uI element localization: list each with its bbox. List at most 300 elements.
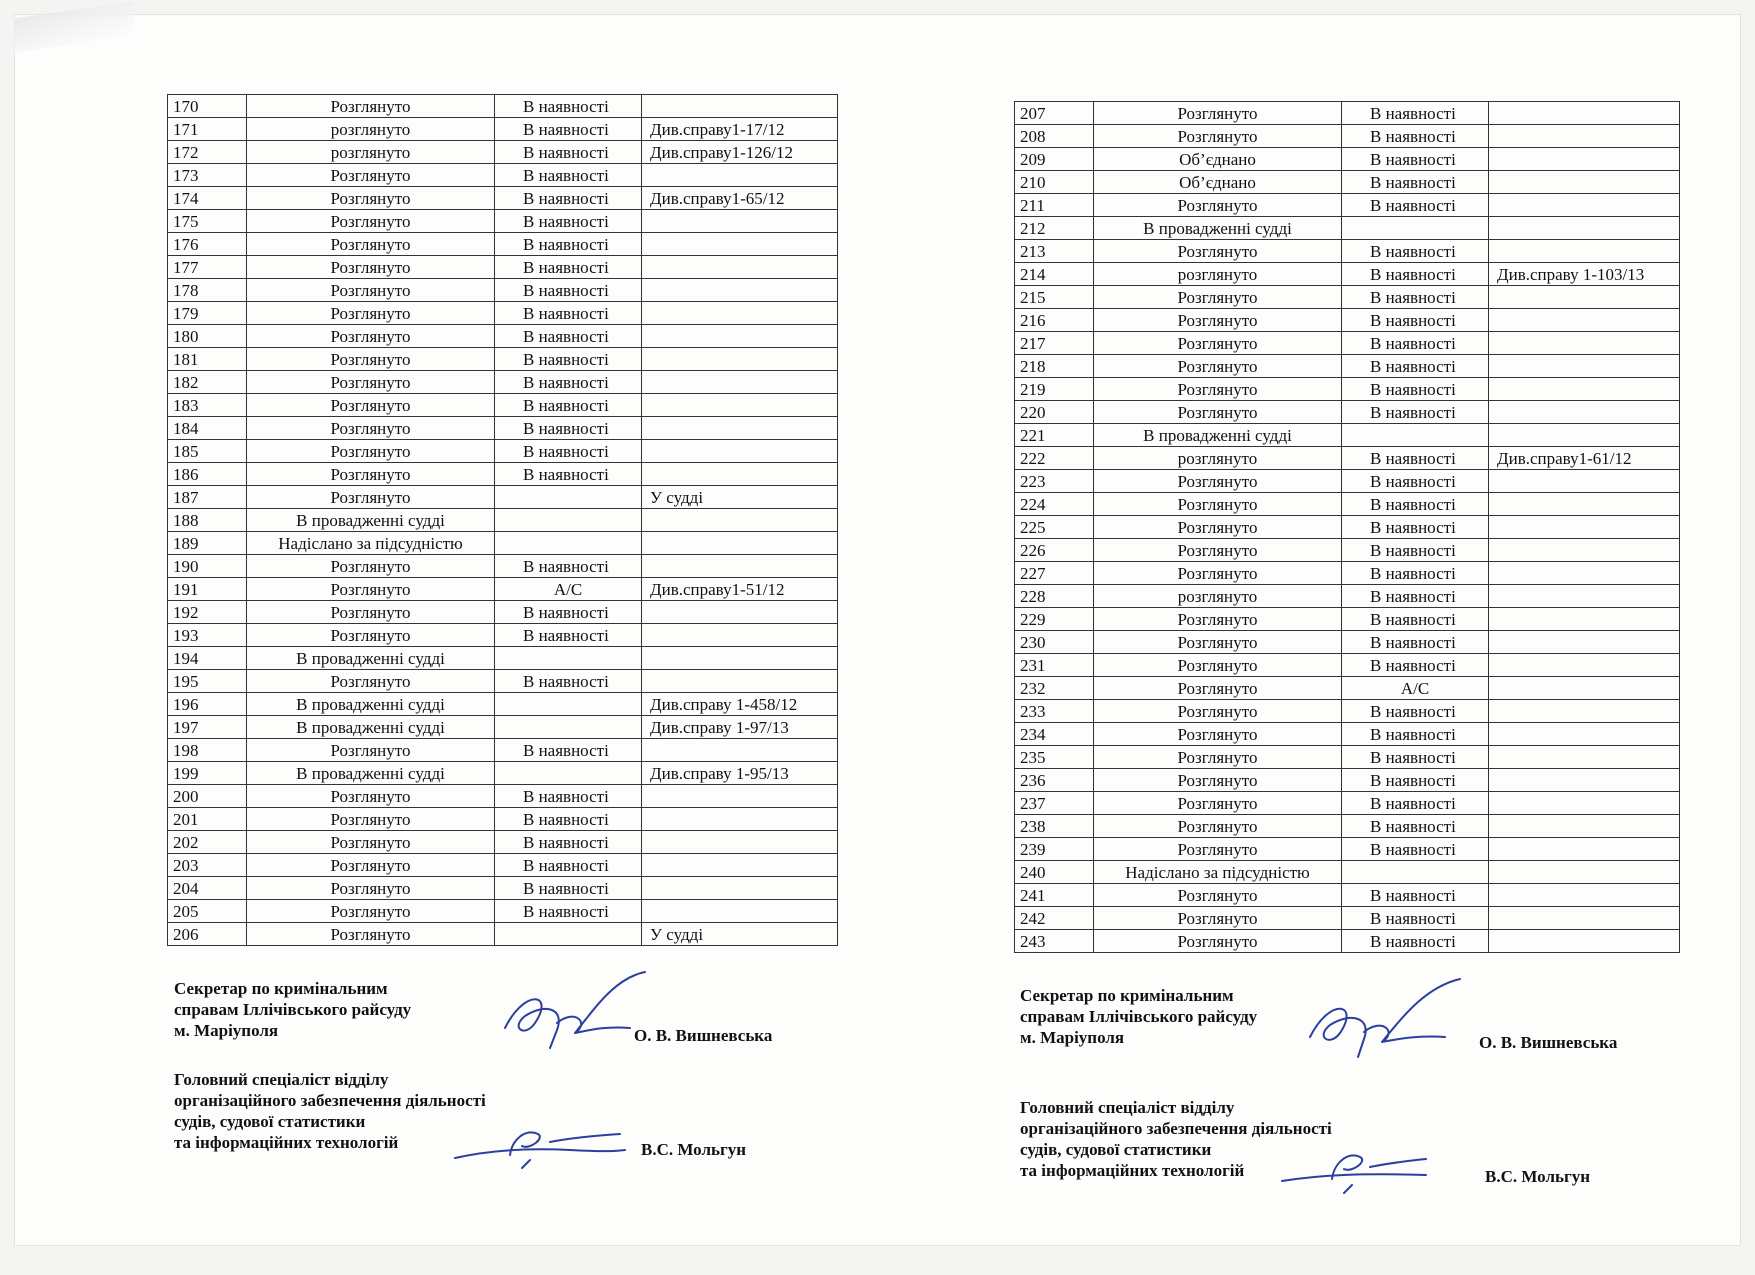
left-specialist-name: В.С. Мольгун	[641, 1140, 747, 1159]
case-number-cell: 180	[168, 325, 247, 348]
case-number-cell: 210	[1015, 171, 1094, 194]
status-cell: розглянуто	[1094, 447, 1342, 470]
note-cell	[1489, 401, 1680, 424]
note-cell	[1489, 861, 1680, 884]
table-row	[1015, 286, 1680, 309]
note-cell	[642, 371, 838, 394]
case-number-cell: 202	[168, 831, 247, 854]
note-cell	[1489, 792, 1680, 815]
status-cell: Розглянуто	[247, 601, 495, 624]
note-cell: Див.справу 1-103/13	[1489, 263, 1680, 286]
case-number-cell: 242	[1015, 907, 1094, 930]
table-row	[168, 532, 838, 555]
note-cell	[1489, 171, 1680, 194]
right-specialist-signature	[1280, 1145, 1430, 1195]
availability-cell: В наявності	[495, 302, 642, 325]
availability-cell	[1342, 424, 1489, 447]
note-cell	[642, 348, 838, 371]
status-cell: Розглянуто	[247, 578, 495, 601]
availability-cell: В наявності	[495, 831, 642, 854]
table-row	[168, 164, 838, 187]
table-row	[1015, 838, 1680, 861]
case-number-cell: 243	[1015, 930, 1094, 953]
note-cell	[1489, 240, 1680, 263]
case-number-cell: 174	[168, 187, 247, 210]
status-cell: розглянуто	[247, 118, 495, 141]
note-cell	[642, 877, 838, 900]
case-number-cell: 178	[168, 279, 247, 302]
note-cell	[642, 739, 838, 762]
status-cell: В провадженні судді	[247, 762, 495, 785]
note-cell	[1489, 470, 1680, 493]
availability-cell: В наявності	[495, 624, 642, 647]
left-secretary-title	[174, 978, 411, 1041]
note-cell	[1489, 424, 1680, 447]
status-cell: Розглянуто	[1094, 631, 1342, 654]
availability-cell: В наявності	[1342, 401, 1489, 424]
availability-cell: В наявності	[1342, 286, 1489, 309]
availability-cell: В наявності	[1342, 631, 1489, 654]
case-number-cell: 239	[1015, 838, 1094, 861]
table-row	[1015, 171, 1680, 194]
availability-cell	[495, 693, 642, 716]
availability-cell: В наявності	[495, 394, 642, 417]
table-row	[1015, 861, 1680, 884]
note-cell: Див.справу1-17/12	[642, 118, 838, 141]
availability-cell: В наявності	[1342, 700, 1489, 723]
availability-cell	[495, 716, 642, 739]
availability-cell: В наявності	[1342, 171, 1489, 194]
case-number-cell: 175	[168, 210, 247, 233]
status-cell: Розглянуто	[247, 486, 495, 509]
availability-cell: В наявності	[1342, 608, 1489, 631]
status-cell: Розглянуто	[1094, 309, 1342, 332]
right-secretary-title	[1020, 985, 1257, 1048]
case-number-cell: 181	[168, 348, 247, 371]
case-number-cell: 205	[168, 900, 247, 923]
status-cell: Розглянуто	[1094, 125, 1342, 148]
case-number-cell: 217	[1015, 332, 1094, 355]
availability-cell: В наявності	[495, 601, 642, 624]
availability-cell: В наявності	[1342, 516, 1489, 539]
note-cell	[642, 440, 838, 463]
availability-cell: А/С	[495, 578, 642, 601]
case-number-cell: 197	[168, 716, 247, 739]
availability-cell: В наявності	[495, 555, 642, 578]
table-row	[1015, 769, 1680, 792]
case-number-cell: 190	[168, 555, 247, 578]
availability-cell: В наявності	[495, 95, 642, 118]
availability-cell: В наявності	[495, 187, 642, 210]
case-number-cell: 207	[1015, 102, 1094, 125]
case-number-cell: 230	[1015, 631, 1094, 654]
availability-cell: В наявності	[1342, 769, 1489, 792]
note-cell: Див.справу 1-458/12	[642, 693, 838, 716]
case-number-cell: 223	[1015, 470, 1094, 493]
case-number-cell: 225	[1015, 516, 1094, 539]
note-cell	[1489, 746, 1680, 769]
table-row	[1015, 493, 1680, 516]
status-cell: Розглянуто	[247, 854, 495, 877]
table-row	[1015, 539, 1680, 562]
table-row	[1015, 608, 1680, 631]
note-cell	[1489, 562, 1680, 585]
case-number-cell: 236	[1015, 769, 1094, 792]
note-cell	[1489, 217, 1680, 240]
availability-cell: В наявності	[1342, 102, 1489, 125]
availability-cell: В наявності	[495, 670, 642, 693]
availability-cell: В наявності	[1342, 309, 1489, 332]
status-cell: Розглянуто	[1094, 792, 1342, 815]
availability-cell: В наявності	[1342, 378, 1489, 401]
left-specialist-title	[174, 1069, 486, 1153]
case-number-cell: 231	[1015, 654, 1094, 677]
note-cell	[642, 463, 838, 486]
table-row	[1015, 263, 1680, 286]
case-number-cell: 196	[168, 693, 247, 716]
status-cell: Розглянуто	[247, 785, 495, 808]
table-row	[1015, 194, 1680, 217]
availability-cell: В наявності	[495, 417, 642, 440]
case-number-cell: 212	[1015, 217, 1094, 240]
availability-cell: В наявності	[1342, 815, 1489, 838]
table-row	[1015, 424, 1680, 447]
note-cell: Див.справу1-61/12	[1489, 447, 1680, 470]
table-row	[1015, 677, 1680, 700]
right-secretary-signature	[1300, 975, 1480, 1075]
availability-cell: В наявності	[1342, 539, 1489, 562]
sig-line: справам Іллічівського райсуду	[174, 1000, 412, 1019]
case-number-cell: 214	[1015, 263, 1094, 286]
availability-cell: В наявності	[495, 877, 642, 900]
note-cell	[1489, 102, 1680, 125]
note-cell	[642, 325, 838, 348]
table-row	[168, 555, 838, 578]
status-cell: Надіслано за підсудністю	[1094, 861, 1342, 884]
note-cell	[1489, 194, 1680, 217]
case-number-cell: 177	[168, 256, 247, 279]
sig-line: судів, судової статистики	[174, 1112, 366, 1131]
availability-cell: В наявності	[1342, 562, 1489, 585]
status-cell: Розглянуто	[247, 831, 495, 854]
status-cell: Розглянуто	[247, 325, 495, 348]
table-row	[1015, 631, 1680, 654]
status-cell: Розглянуто	[247, 808, 495, 831]
case-number-cell: 183	[168, 394, 247, 417]
note-cell: Див.справу 1-97/13	[642, 716, 838, 739]
table-row	[168, 348, 838, 371]
status-cell: В провадженні судді	[247, 716, 495, 739]
availability-cell: В наявності	[495, 141, 642, 164]
sig-line: справам Іллічівського райсуду	[1020, 1007, 1258, 1026]
case-number-cell: 228	[1015, 585, 1094, 608]
case-number-cell: 218	[1015, 355, 1094, 378]
case-number-cell: 224	[1015, 493, 1094, 516]
note-cell	[1489, 608, 1680, 631]
note-cell	[642, 555, 838, 578]
case-number-cell: 227	[1015, 562, 1094, 585]
availability-cell: В наявності	[1342, 194, 1489, 217]
table-row	[168, 647, 838, 670]
status-cell: розглянуто	[1094, 263, 1342, 286]
availability-cell: В наявності	[495, 900, 642, 923]
table-row	[1015, 401, 1680, 424]
table-row	[168, 509, 838, 532]
note-cell	[1489, 378, 1680, 401]
status-cell: Розглянуто	[247, 739, 495, 762]
table-row	[168, 601, 838, 624]
table-row	[168, 785, 838, 808]
case-number-cell: 200	[168, 785, 247, 808]
table-row	[168, 900, 838, 923]
status-cell: Розглянуто	[1094, 401, 1342, 424]
table-row	[1015, 355, 1680, 378]
status-cell: Розглянуто	[247, 394, 495, 417]
table-row	[168, 417, 838, 440]
note-cell	[642, 256, 838, 279]
table-row	[168, 302, 838, 325]
note-cell	[642, 233, 838, 256]
availability-cell: В наявності	[495, 440, 642, 463]
case-number-cell: 232	[1015, 677, 1094, 700]
table-row	[168, 739, 838, 762]
note-cell	[1489, 539, 1680, 562]
status-cell: Розглянуто	[247, 923, 495, 946]
note-cell	[1489, 516, 1680, 539]
availability-cell: В наявності	[1342, 470, 1489, 493]
case-number-cell: 238	[1015, 815, 1094, 838]
availability-cell: В наявності	[1342, 447, 1489, 470]
case-number-cell: 188	[168, 509, 247, 532]
status-cell: Розглянуто	[247, 279, 495, 302]
sig-line: та інформаційних технологій	[174, 1133, 399, 1152]
table-row	[168, 371, 838, 394]
case-number-cell: 233	[1015, 700, 1094, 723]
case-number-cell: 219	[1015, 378, 1094, 401]
note-cell	[1489, 700, 1680, 723]
status-cell: Розглянуто	[247, 900, 495, 923]
table-row	[1015, 585, 1680, 608]
status-cell: розглянуто	[247, 141, 495, 164]
availability-cell: В наявності	[495, 785, 642, 808]
table-row	[168, 831, 838, 854]
case-number-cell: 206	[168, 923, 247, 946]
table-row	[168, 762, 838, 785]
table-row	[168, 716, 838, 739]
table-row	[1015, 815, 1680, 838]
availability-cell: В наявності	[495, 279, 642, 302]
availability-cell: В наявності	[495, 808, 642, 831]
note-cell: Див.справу1-51/12	[642, 578, 838, 601]
table-row	[168, 877, 838, 900]
table-row	[1015, 792, 1680, 815]
note-cell	[1489, 907, 1680, 930]
note-cell	[1489, 332, 1680, 355]
status-cell: В провадженні судді	[247, 693, 495, 716]
table-row	[1015, 907, 1680, 930]
case-number-cell: 203	[168, 854, 247, 877]
status-cell: Розглянуто	[1094, 677, 1342, 700]
note-cell: Див.справу 1-95/13	[642, 762, 838, 785]
table-row	[1015, 217, 1680, 240]
status-cell: Розглянуто	[247, 555, 495, 578]
note-cell	[642, 900, 838, 923]
case-number-cell: 195	[168, 670, 247, 693]
table-row	[168, 95, 838, 118]
note-cell	[1489, 930, 1680, 953]
table-row	[1015, 102, 1680, 125]
case-number-cell: 216	[1015, 309, 1094, 332]
table-row	[168, 279, 838, 302]
note-cell: У судді	[642, 486, 838, 509]
case-number-cell: 192	[168, 601, 247, 624]
case-number-cell: 209	[1015, 148, 1094, 171]
status-cell: Розглянуто	[1094, 907, 1342, 930]
case-number-cell: 215	[1015, 286, 1094, 309]
sig-line: організаційного забезпечення діяльності	[174, 1091, 486, 1110]
availability-cell: В наявності	[1342, 125, 1489, 148]
table-row	[1015, 148, 1680, 171]
status-cell: Об’єднано	[1094, 171, 1342, 194]
status-cell: В провадженні судді	[1094, 424, 1342, 447]
note-cell	[1489, 769, 1680, 792]
case-number-cell: 235	[1015, 746, 1094, 769]
availability-cell: В наявності	[1342, 907, 1489, 930]
note-cell	[1489, 884, 1680, 907]
table-row	[168, 624, 838, 647]
availability-cell	[495, 486, 642, 509]
status-cell: Розглянуто	[247, 348, 495, 371]
case-number-cell: 198	[168, 739, 247, 762]
note-cell	[1489, 631, 1680, 654]
case-number-cell: 221	[1015, 424, 1094, 447]
table-row	[168, 233, 838, 256]
table-row	[1015, 723, 1680, 746]
table-row	[1015, 700, 1680, 723]
status-cell: Розглянуто	[247, 877, 495, 900]
availability-cell	[495, 923, 642, 946]
case-number-cell: 193	[168, 624, 247, 647]
right-register-table	[1014, 101, 1680, 953]
availability-cell: В наявності	[1342, 746, 1489, 769]
availability-cell: В наявності	[1342, 654, 1489, 677]
availability-cell: В наявності	[1342, 493, 1489, 516]
note-cell	[1489, 493, 1680, 516]
status-cell: Розглянуто	[247, 164, 495, 187]
status-cell: Розглянуто	[247, 187, 495, 210]
sig-line: м. Маріуполя	[174, 1021, 279, 1040]
case-number-cell: 211	[1015, 194, 1094, 217]
status-cell: Розглянуто	[1094, 332, 1342, 355]
note-cell	[642, 164, 838, 187]
table-row	[168, 210, 838, 233]
sig-line: м. Маріуполя	[1020, 1028, 1125, 1047]
table-row	[1015, 884, 1680, 907]
availability-cell: А/С	[1342, 677, 1489, 700]
note-cell	[1489, 723, 1680, 746]
availability-cell: В наявності	[495, 233, 642, 256]
note-cell	[1489, 677, 1680, 700]
table-row	[168, 923, 838, 946]
note-cell	[642, 624, 838, 647]
note-cell	[1489, 654, 1680, 677]
table-row	[168, 187, 838, 210]
status-cell: Розглянуто	[1094, 470, 1342, 493]
availability-cell: В наявності	[495, 348, 642, 371]
note-cell	[642, 279, 838, 302]
status-cell: Розглянуто	[247, 463, 495, 486]
status-cell: Розглянуто	[1094, 838, 1342, 861]
note-cell	[642, 854, 838, 877]
status-cell: Розглянуто	[247, 371, 495, 394]
case-number-cell: 213	[1015, 240, 1094, 263]
note-cell	[1489, 355, 1680, 378]
availability-cell: В наявності	[1342, 240, 1489, 263]
table-row	[1015, 332, 1680, 355]
table-row	[168, 440, 838, 463]
case-number-cell: 184	[168, 417, 247, 440]
note-cell	[642, 670, 838, 693]
status-cell: Розглянуто	[1094, 194, 1342, 217]
status-cell: Об’єднано	[1094, 148, 1342, 171]
table-row	[1015, 378, 1680, 401]
case-number-cell: 172	[168, 141, 247, 164]
status-cell: Розглянуто	[1094, 562, 1342, 585]
status-cell: Розглянуто	[247, 417, 495, 440]
status-cell: Розглянуто	[1094, 539, 1342, 562]
status-cell: Розглянуто	[1094, 700, 1342, 723]
note-cell	[642, 302, 838, 325]
note-cell: Див.справу1-126/12	[642, 141, 838, 164]
status-cell: Розглянуто	[1094, 286, 1342, 309]
availability-cell: В наявності	[495, 371, 642, 394]
availability-cell: В наявності	[1342, 148, 1489, 171]
availability-cell	[495, 762, 642, 785]
table-row	[168, 141, 838, 164]
note-cell	[642, 394, 838, 417]
availability-cell: В наявності	[1342, 355, 1489, 378]
left-secretary-signature	[495, 968, 665, 1068]
note-cell	[642, 509, 838, 532]
table-row	[168, 463, 838, 486]
table-row	[168, 670, 838, 693]
availability-cell: В наявності	[495, 118, 642, 141]
sig-line: та інформаційних технологій	[1020, 1161, 1245, 1180]
availability-cell: В наявності	[1342, 263, 1489, 286]
status-cell: В провадженні судді	[247, 509, 495, 532]
table-row	[1015, 746, 1680, 769]
status-cell: В провадженні судді	[1094, 217, 1342, 240]
status-cell: Розглянуто	[247, 210, 495, 233]
table-row	[168, 256, 838, 279]
note-cell	[1489, 286, 1680, 309]
note-cell	[642, 647, 838, 670]
note-cell	[1489, 148, 1680, 171]
availability-cell: В наявності	[495, 164, 642, 187]
case-number-cell: 234	[1015, 723, 1094, 746]
case-number-cell: 204	[168, 877, 247, 900]
table-row	[168, 118, 838, 141]
availability-cell: В наявності	[1342, 585, 1489, 608]
note-cell	[642, 210, 838, 233]
table-row	[1015, 309, 1680, 332]
table-row	[1015, 516, 1680, 539]
note-cell	[642, 831, 838, 854]
table-row	[1015, 562, 1680, 585]
status-cell: Розглянуто	[1094, 493, 1342, 516]
status-cell: Розглянуто	[247, 233, 495, 256]
table-row	[168, 854, 838, 877]
